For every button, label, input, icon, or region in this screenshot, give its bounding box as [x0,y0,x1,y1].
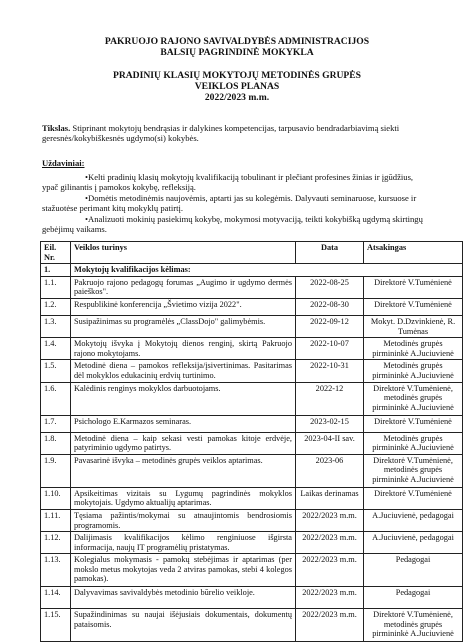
task-line-2: ypač gilinantis į pamokos kokybę, refleksiją. [42,182,196,192]
row-date: 2022/2023 m.m. [296,609,364,642]
table-row [41,276,463,298]
goal-label: Tikslas. [42,123,71,133]
header-no: Eil. Nr. [41,242,71,264]
table-row [41,454,463,487]
header-date: Data [296,242,364,264]
section-title: Mokytojų kvalifikacijos kėlimas: [71,264,463,277]
row-date: 2022-08-25 [296,276,364,298]
row-content: Kolegialus mokymasis - pamokų stebėjimas ir aptarimas (per mokslo metus mokytojas veda 2 atviras pamokas, stebi 4 kolegos pamokas). [71,554,296,587]
table-row [41,315,463,337]
row-responsible: Direktorė V.Tumėnienė [364,487,463,509]
row-content: Dalyvavimas savivaldybės metodinio būrelio veikloje. [71,587,296,609]
row-responsible: A.Juciuvienė, pedagogai [364,509,463,531]
row-responsible: Metodinės grupės pirmininkė A.Juciuvienė [364,338,463,360]
row-date: 2023-06 [296,454,364,487]
row-responsible: Direktorė V.Tumėnienė [364,276,463,298]
row-responsible: Metodinės grupės pirmininkė A.Juciuvienė [364,360,463,382]
row-date: 2022-10-31 [296,360,364,382]
table-row [41,487,463,509]
row-responsible: Direktorė V.Tumėnienė, metodinės grupės pirmininkė A.Juciuvienė [364,454,463,487]
table-row [41,382,463,415]
row-no: 1.9. [41,454,71,487]
row-content: Susipažinimas su programėlės „ClassDojo" galimybėmis. [71,315,296,337]
tasks-label: Uždaviniai: [42,158,85,168]
table-header-row [41,242,463,264]
row-date: Laikas derinamas [296,487,364,509]
table-row [41,360,463,382]
header-line-1: PAKRUOJO RAJONO SAVIVALDYBĖS ADMINISTRACIJOS [104,36,370,47]
row-date: 2022-08-30 [296,298,364,315]
goal-text-2: geresnės/kokybiškesnės ugdymo(si) kokybės. [42,133,199,143]
row-content: Dalijimasis kvalifikacijos kėlimo renginiuose išgirsta informacija, naujų IT programėlių pristatymas. [71,532,296,554]
row-no: 1.10. [41,487,71,509]
row-content: Metodinė diena – pamokos refleksija/įsivertinimas. Pasitarimas dėl mokyklos edukacinių erdvių turtinimo. [71,360,296,382]
row-date: 2022-09-12 [296,315,364,337]
row-no: 1.3. [41,315,71,337]
row-no: 1.13. [41,554,71,587]
row-content: Respublikinė konferencija „Švietimo vizija 2022". [71,298,296,315]
task-line-5: •Analizuoti mokinių pasiekimų kokybę, mokymosi motyvaciją, teikti kokybišką ugdymą skirtingų [85,214,423,224]
row-content: Supažindinimas su naujai išėjusiais dokumentais, dokumentų pataisomis. [71,609,296,642]
section-row [41,264,463,277]
header-line-2: BALSIŲ PAGRINDINĖ MOKYKLA [160,47,314,58]
table-row [41,415,463,432]
row-content: Kalėdinis renginys mokyklos darbuotojams. [71,382,296,415]
row-responsible: Mokyt. D.Dzvinkienė, R. Tumėnas [364,315,463,337]
task-line-4: stažuotėse perimant kitų mokyklų patirtį. [42,203,184,213]
row-date: 2023-04-II sav. [296,432,364,454]
task-line-3: •Domėtis metodinėmis naujovėmis, aptarti jas su kolegėmis. Dalyvauti seminaruose, kursuose ir [85,193,417,203]
row-no: 1.1. [41,276,71,298]
table-row [41,338,463,360]
header-responsible: Atsakingas [364,242,463,264]
row-date: 2022-10-07 [296,338,364,360]
row-responsible: Direktorė V.Tumėnienė [364,415,463,432]
table-row [41,298,463,315]
row-no: 1.15. [41,609,71,642]
row-responsible: Direktorė V.Tumėnienė [364,298,463,315]
row-no: 1.6. [41,382,71,415]
row-content: Pakruojo rajono pedagogų forumas „Augimo ir ugdymo dermės paieškos". [71,276,296,298]
row-content: Metodinė diena – kaip sekasi vesti pamokas kitoje erdvėje, patyriminio ugdymo patirtys. [71,432,296,454]
row-date: 2022/2023 m.m. [296,509,364,531]
task-line-1: •Kelti pradinių klasių mokytojų kvalifikaciją tobulinant ir plečiant profesines žinias ir įgūdžius, [85,172,414,182]
row-no: 1.4. [41,338,71,360]
row-responsible: Metodinės grupės pirmininkė A.Juciuvienė [364,432,463,454]
table-row [41,509,463,531]
row-date: 2023-02-15 [296,415,364,432]
row-responsible: A.Juciuvienė, pedagogai [364,532,463,554]
row-date: 2022/2023 m.m. [296,587,364,609]
row-no: 1.2. [41,298,71,315]
header-line-3: PRADINIŲ KLASIŲ MOKYTOJŲ METODINĖS GRUPĖS [112,70,362,81]
header-line-4: VEIKLOS PLANAS [194,81,280,92]
row-no: 1.11. [41,509,71,531]
row-responsible: Direktorė V.Tumėnienė, metodinės grupės pirmininkė A.Juciuvienė [364,382,463,415]
table-row [41,587,463,609]
row-content: Pavasarinė išvyka – metodinės grupės veiklos aptarimas. [71,454,296,487]
table-row [41,554,463,587]
table-row [41,609,463,642]
header-content: Veiklos turinys [71,242,296,264]
row-content: Psichologo E.Karmazos seminaras. [71,415,296,432]
row-date: 2022/2023 m.m. [296,554,364,587]
row-no: 1.8. [41,432,71,454]
goal-line-1 [42,123,472,133]
row-content: Tęsiama pažintis/mokymai su atnaujintomis bendrosiomis programomis. [71,509,296,531]
row-date: 2022-12 [296,382,364,415]
row-content: Mokytojų išvyka į Mokytojų dienos renginį, skirtą Pakruojo rajono mokytojams. [71,338,296,360]
row-responsible: Pedagogai [364,587,463,609]
table-row [41,532,463,554]
task-line-6: gebėjimų vaikams. [42,224,107,234]
row-responsible: Direktorė V.Tumėnienė, metodinės grupės pirmininkė A.Juciuvienė [364,609,463,642]
activity-plan-table [40,241,463,642]
row-no: 1.14. [41,587,71,609]
row-content: Apsikeitimas vizitais su Lygumų pagrindinės mokyklos mokytojais. Ugdymo aktualijų aptarimas. [71,487,296,509]
row-no: 1.12. [41,532,71,554]
row-no: 1.5. [41,360,71,382]
table-row [41,432,463,454]
header-line-5: 2022/2023 m.m. [204,92,270,103]
row-no: 1.7. [41,415,71,432]
section-no: 1. [41,264,71,277]
row-responsible: Pedagogai [364,554,463,587]
goal-text-1: Stiprinant mokytojų bendrąsias ir dalykines kompetencijas, tarpusavio bendradarbiavimą siekti [72,123,400,133]
row-date: 2022/2023 m.m. [296,532,364,554]
